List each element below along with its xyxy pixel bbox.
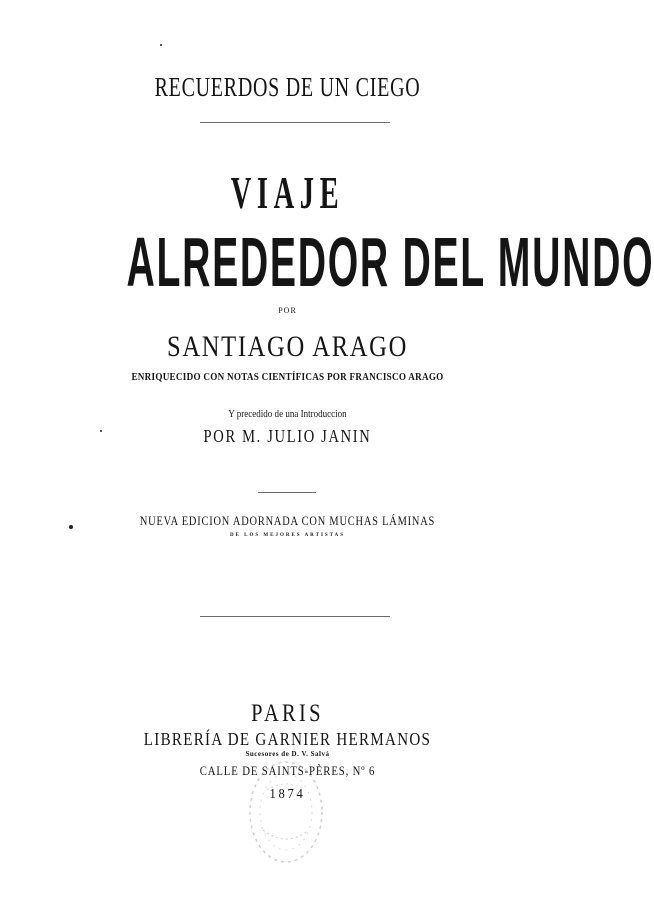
series-title: RECUERDOS DE UN CIEGO [154, 72, 421, 102]
introduction-author: POR M. JULIO JANIN [203, 426, 372, 446]
by-label: POR [278, 306, 297, 315]
main-title-line1: VIAJE [230, 167, 345, 218]
ink-speck [69, 525, 73, 529]
edition-note: NUEVA EDICION ADORNADA CON MUCHAS LÁMINAS [139, 513, 436, 528]
publisher-successors: Sucesores de D. V. Salvá [245, 750, 330, 758]
introduction-note: Y precedido de una Introduccion [228, 408, 347, 420]
publication-year: 1874 [269, 787, 306, 802]
divider-lower [200, 616, 390, 617]
ink-speck [100, 430, 102, 432]
main-title-line2: ALREDEDOR DEL MUNDO [126, 223, 654, 301]
divider-top [200, 122, 390, 123]
author-name: SANTIAGO ARAGO [167, 330, 408, 363]
artists-note: DE LOS MEJORES ARTISTAS [229, 533, 346, 538]
divider-middle [258, 492, 316, 493]
city: PARIS [251, 700, 324, 727]
publisher: LIBRERÍA DE GARNIER HERMANOS [143, 729, 432, 749]
publisher-address: CALLE DE SAINTS-PÈRES, Nº 6 [199, 764, 376, 778]
ink-speck [160, 44, 162, 46]
notes-credit: ENRIQUECIDO CON NOTAS CIENTÍFICAS POR FRANCISCO ARAGO [131, 372, 444, 383]
